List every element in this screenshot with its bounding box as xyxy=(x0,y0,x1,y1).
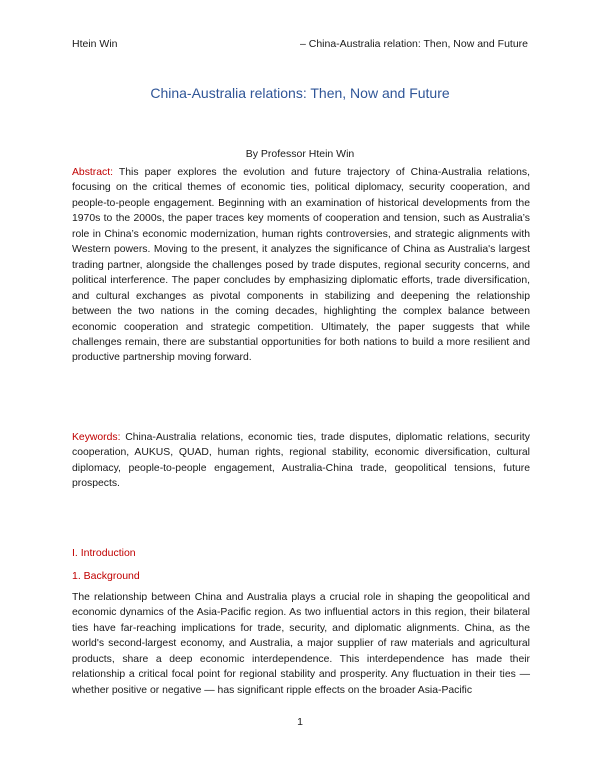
running-header xyxy=(72,37,528,51)
abstract-paragraph xyxy=(72,165,530,366)
keywords-text: China-Australia relations, economic ties, trade disputes, diplomatic relations, security cooperation, AUKUS, QUAD, human rights, regional stability, economic diversification, cultural diplomacy, people-to-people engagement, Australia-China trade, geopolitical tensions, future prospects. xyxy=(72,432,530,490)
abstract-text: This paper explores the evolution and future trajectory of China-Australia relations, focusing on the critical themes of economic ties, political diplomacy, security cooperation, and people-to-people engagement. Beginning with an examination of historical developments from the 1970s to the 2000s, the paper traces key moments of cooperation and tension, such as Australia’s role in China’s economic modernization, human rights controversies, and strategic alignments with Western powers. Moving to the present, it analyzes the significance of China as Australia's largest trading partner, alongside the challenges posed by trade disputes, regional security concerns, and political interference. The paper concludes by emphasizing diplomatic efforts, trade diversification, and cultural exchanges as pivotal components in stabilizing and deepening the relationship between the two nations in the coming decades, highlighting the complex balance between economic cooperation and strategic competition. Ultimately, the paper suggests that while challenges remain, there are substantial opportunities for both nations to build a more resilient and productive partnership moving forward. xyxy=(72,167,530,364)
abstract-label: Abstract: xyxy=(72,167,113,178)
background-heading: 1. Background xyxy=(72,570,140,582)
background-paragraph: The relationship between China and Australia plays a crucial role in shaping the geopolitical and economic dynamics of the Asia-Pacific region. As two influential actors in this region, their bilateral ties have far-reaching implications for trade, security, and diplomatic alignments. China, as the world's second-largest economy, and Australia, a major supplier of raw materials and agricultural products, share a deep economic interdependence. This interdependence has made their relationship a critical focal point for regional stability and prosperity. Any fluctuation in their ties — whether positive or negative — has significant ripple effects on the broader Asia-Pacific xyxy=(72,592,530,696)
keywords-paragraph xyxy=(72,430,530,492)
keywords-label: Keywords: xyxy=(72,432,121,443)
header-author: Htein Win xyxy=(72,38,118,50)
byline: By Professor Htein Win xyxy=(245,148,355,160)
header-short-title: – China-Australia relation: Then, Now and Future xyxy=(299,38,528,50)
paper-title: China-Australia relations: Then, Now and Future xyxy=(150,85,450,101)
page-number: 1 xyxy=(297,716,303,728)
introduction-heading: I. Introduction xyxy=(72,547,136,559)
